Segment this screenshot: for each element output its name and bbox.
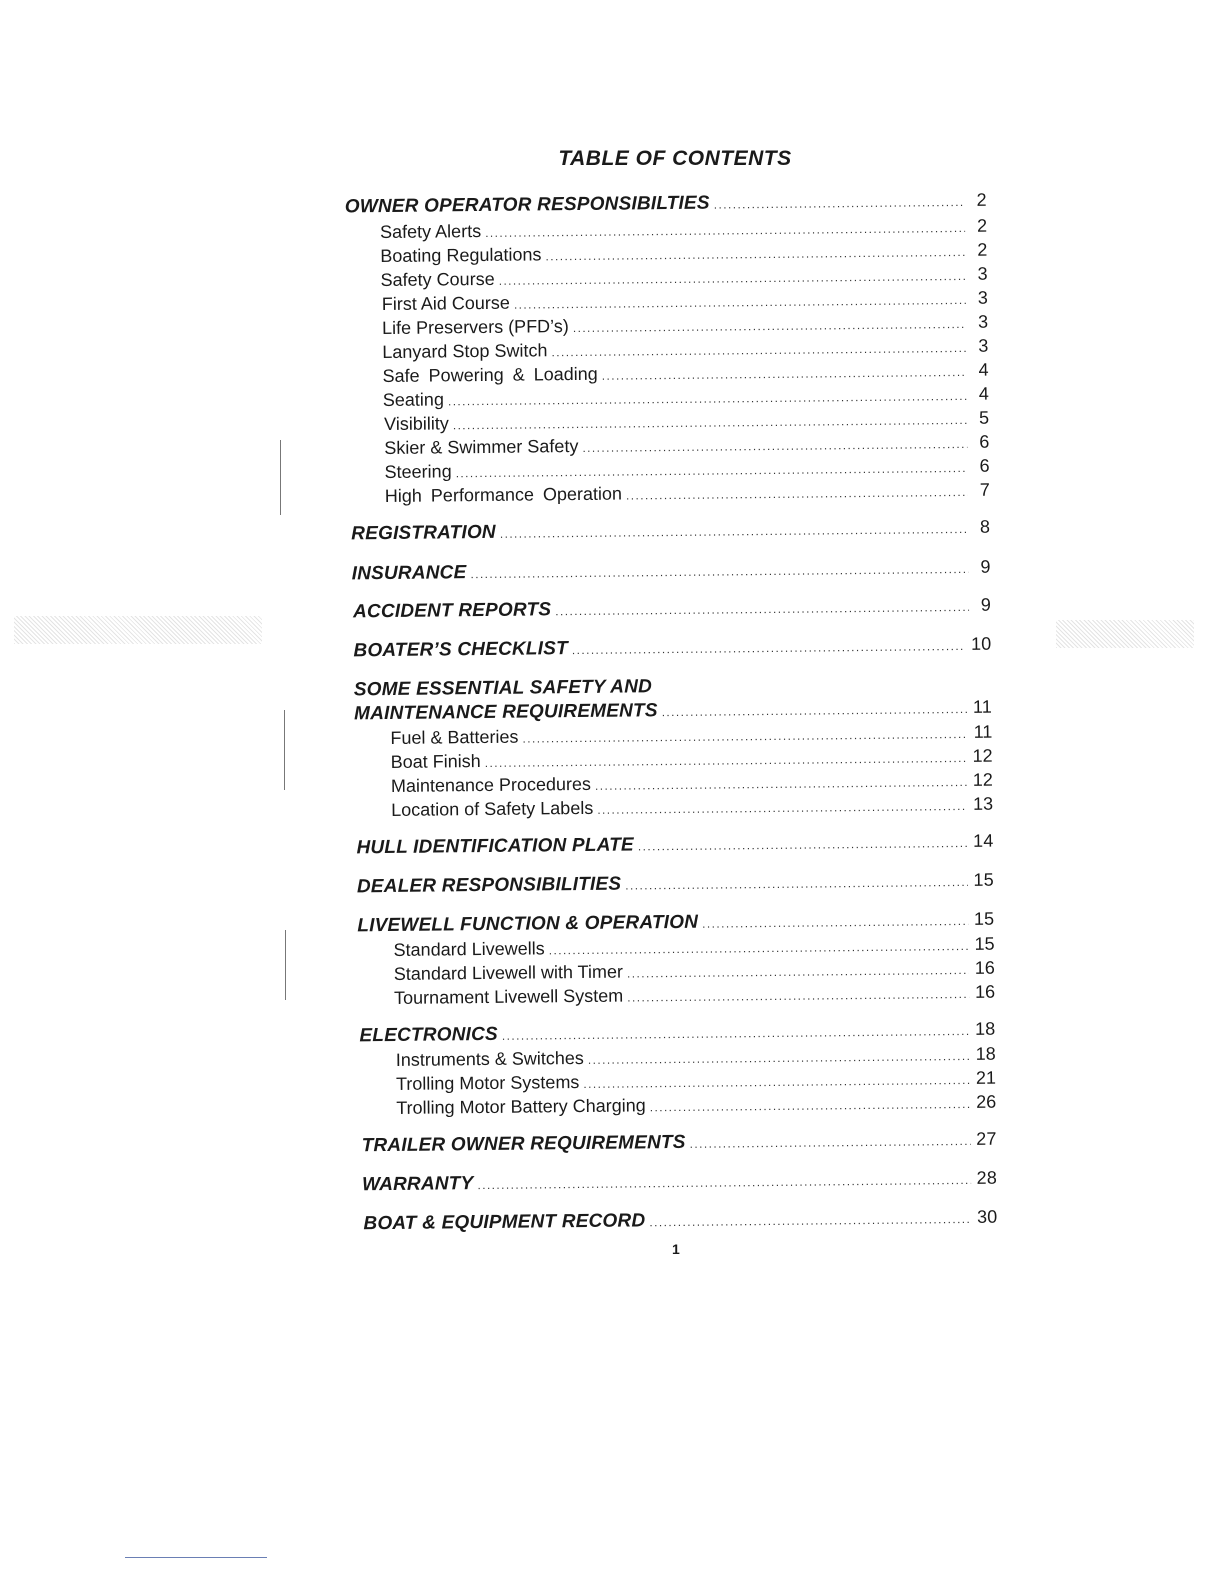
- toc-label: OWNER OPERATOR RESPONSIBILTIES: [344, 192, 710, 218]
- toc-label: ACCIDENT REPORTS: [352, 599, 552, 623]
- toc-label: DEALER RESPONSIBILITIES: [356, 873, 622, 898]
- toc-item-livewell-timer: [394, 958, 995, 985]
- toc-page-number: 18: [974, 1018, 996, 1039]
- toc-page-number: 12: [972, 769, 993, 790]
- dot-leader: [522, 727, 967, 746]
- toc-label: SOME ESSENTIAL SAFETY AND: [353, 676, 653, 701]
- toc-label: ELECTRONICS: [359, 1023, 498, 1047]
- toc-label: Location of Safety Labels: [391, 797, 594, 820]
- toc-label: WARRANTY: [361, 1173, 474, 1196]
- dot-leader: [714, 195, 965, 212]
- toc-page-number: 10: [970, 633, 992, 654]
- toc-item-steering: [384, 456, 989, 483]
- toc-page-number: 9: [980, 556, 991, 577]
- toc-item-maintenance-procedures: [391, 770, 993, 797]
- toc-section-registration: [351, 517, 990, 546]
- toc-item-high-performance: [385, 480, 990, 507]
- toc-page-number: 3: [977, 263, 988, 284]
- toc-page-number: 5: [978, 407, 990, 428]
- toc-label: Boating Regulations: [380, 244, 542, 267]
- toc-label: Standard Livewell with Timer: [393, 961, 624, 984]
- toc-label: Life Preservers (PFD’s): [381, 316, 569, 339]
- dot-leader: [549, 939, 969, 957]
- dot-leader: [551, 341, 966, 359]
- toc-label: Trolling Motor Systems: [395, 1072, 580, 1094]
- toc-label: Maintenance Procedures: [390, 773, 592, 796]
- toc-page-number: 26: [976, 1091, 997, 1112]
- toc-page-number: 11: [972, 696, 993, 717]
- toc-section-accident-reports: [353, 595, 991, 624]
- toc-item-trolling-motor-charging: [396, 1092, 996, 1119]
- toc-page-number: 6: [979, 455, 990, 476]
- toc-item-lanyard-stop-switch: [382, 336, 988, 363]
- scan-smudge-left: [14, 616, 262, 644]
- toc-section-insurance: [352, 557, 991, 586]
- toc-label: Tournament Livewell System: [394, 985, 624, 1008]
- toc-page-number: 9: [980, 594, 992, 615]
- toc-item-instruments-switches: [396, 1044, 996, 1071]
- toc-label: First Aid Course: [381, 292, 510, 315]
- dot-leader: [588, 1049, 970, 1067]
- dot-leader: [627, 963, 969, 981]
- toc-label: BOATER’S CHECKLIST: [353, 638, 568, 662]
- toc-page-number: 27: [976, 1128, 997, 1149]
- toc-section-boat-equipment-record: [363, 1207, 997, 1236]
- toc-page-number: 28: [976, 1167, 998, 1188]
- dot-leader: [650, 1097, 971, 1114]
- toc-item-seating: [383, 384, 989, 411]
- toc-label: Skier & Swimmer Safety: [384, 435, 579, 459]
- dot-leader: [625, 875, 967, 893]
- toc-item-boat-finish: [391, 746, 993, 773]
- dot-leader: [448, 389, 967, 408]
- toc-label: Safe Powering & Loading: [382, 363, 598, 387]
- toc-label: HULL IDENTIFICATION PLATE: [356, 834, 634, 859]
- dot-leader: [502, 1024, 969, 1043]
- toc-section-trailer-owner: [362, 1129, 997, 1158]
- toc-page-number: 16: [974, 957, 995, 978]
- dot-leader: [627, 987, 969, 1005]
- dot-leader: [662, 702, 968, 719]
- toc-page-number: 30: [976, 1206, 998, 1227]
- toc-item-tournament-livewell: [394, 982, 995, 1009]
- toc-label: Seating: [382, 389, 445, 411]
- toc-item-visibility: [384, 408, 989, 435]
- scan-binding-mark: [280, 440, 281, 515]
- dot-leader: [573, 317, 966, 335]
- toc-item-skier-swimmer-safety: [384, 432, 989, 459]
- dot-leader: [555, 600, 969, 618]
- toc-page-number: 15: [974, 933, 995, 954]
- toc-label: MAINTENANCE REQUIREMENTS: [354, 700, 658, 725]
- dot-leader: [690, 1134, 971, 1151]
- toc-label: Visibility: [383, 413, 449, 435]
- toc-page-number: 3: [977, 287, 988, 308]
- toc-page-number: 3: [978, 335, 989, 356]
- toc-label: TRAILER OWNER REQUIREMENTS: [361, 1131, 686, 1157]
- dot-leader: [582, 437, 967, 455]
- toc-page-number: 11: [973, 721, 993, 742]
- dot-leader: [572, 639, 965, 657]
- scan-underline: [125, 1557, 267, 1558]
- toc-page-number: 7: [979, 479, 990, 500]
- dot-leader: [514, 293, 966, 312]
- toc-label: Safety Alerts: [379, 221, 482, 243]
- toc-page-number: 15: [973, 908, 995, 929]
- toc-page-number: 2: [976, 215, 988, 236]
- dot-leader: [626, 485, 968, 503]
- dot-leader: [583, 1073, 970, 1091]
- toc-item-fuel-batteries: [390, 722, 992, 749]
- toc-label: INSURANCE: [351, 562, 467, 585]
- toc-page-number: 6: [979, 431, 990, 452]
- toc-section-dealer-responsibilities: [357, 870, 994, 899]
- scan-binding-mark: [284, 710, 285, 790]
- page-title: TABLE OF CONTENTS: [558, 147, 792, 170]
- toc-label: REGISTRATION: [351, 521, 496, 545]
- dot-leader: [649, 1212, 971, 1229]
- dot-leader: [477, 1173, 970, 1192]
- dot-leader: [602, 365, 967, 383]
- toc-page-number: 18: [975, 1043, 996, 1064]
- toc-page-number: 4: [978, 383, 989, 404]
- scan-smudge-right: [1056, 620, 1194, 648]
- scan-binding-mark: [285, 930, 286, 1000]
- dot-leader: [470, 562, 968, 581]
- toc-page-number: 8: [979, 516, 991, 537]
- dot-leader: [453, 413, 967, 432]
- toc-page-number: 3: [977, 311, 989, 332]
- toc-section-electronics: [359, 1019, 995, 1048]
- dot-leader: [485, 751, 967, 770]
- toc-item-boating-regulations: [380, 240, 987, 267]
- toc-item-life-preservers: [382, 312, 988, 339]
- toc-item-first-aid-course: [382, 288, 988, 315]
- toc-section-maintenance-requirements: [354, 697, 992, 726]
- toc-page-number: 2: [977, 239, 988, 260]
- toc-section-warranty: [362, 1168, 997, 1197]
- toc-label: Lanyard Stop Switch: [382, 340, 548, 363]
- toc-section-hull-identification: [356, 831, 993, 860]
- toc-page-number: 16: [974, 981, 996, 1002]
- toc-page-number: 12: [972, 745, 993, 766]
- toc-section-boaters-checklist: [353, 634, 991, 663]
- dot-leader: [595, 775, 967, 793]
- toc-item-safe-powering: [382, 360, 988, 387]
- toc-label: Standard Livewells: [393, 938, 545, 960]
- toc-label: High Performance Operation: [384, 483, 623, 507]
- toc-item-standard-livewells: [393, 934, 994, 961]
- toc-label: BOAT & EQUIPMENT RECORD: [363, 1210, 646, 1235]
- toc-page-number: 15: [973, 869, 995, 890]
- toc-item-safety-labels: [391, 794, 993, 821]
- dot-leader: [500, 522, 969, 541]
- toc-label: Fuel & Batteries: [390, 726, 519, 748]
- dot-leader: [702, 914, 968, 931]
- page-number: 1: [672, 1241, 680, 1257]
- toc-page-number: 14: [972, 830, 994, 851]
- toc-item-safety-course: [380, 264, 987, 291]
- toc-item-safety-alerts: [380, 216, 987, 243]
- dot-leader: [499, 269, 966, 288]
- toc-label: Boat Finish: [390, 751, 481, 772]
- toc-label: Trolling Motor Battery Charging: [396, 1095, 646, 1118]
- toc-page-number: 2: [976, 189, 987, 210]
- toc-page-number: 13: [972, 793, 994, 814]
- toc-label: Instruments & Switches: [395, 1047, 584, 1070]
- toc-section-livewell: [357, 909, 994, 938]
- toc-page-number: 21: [975, 1067, 997, 1088]
- toc-section-owner-operator: [345, 190, 987, 219]
- toc-label: Safety Course: [380, 268, 495, 291]
- dot-leader: [456, 461, 968, 480]
- toc-label: LIVEWELL FUNCTION & OPERATION: [357, 911, 699, 937]
- toc-label: Steering: [384, 461, 452, 483]
- dot-leader: [597, 799, 967, 817]
- toc-page-number: 4: [978, 359, 989, 380]
- toc-item-trolling-motor-systems: [396, 1068, 996, 1095]
- dot-leader: [545, 245, 965, 263]
- dot-leader: [638, 836, 967, 853]
- dot-leader: [485, 221, 965, 240]
